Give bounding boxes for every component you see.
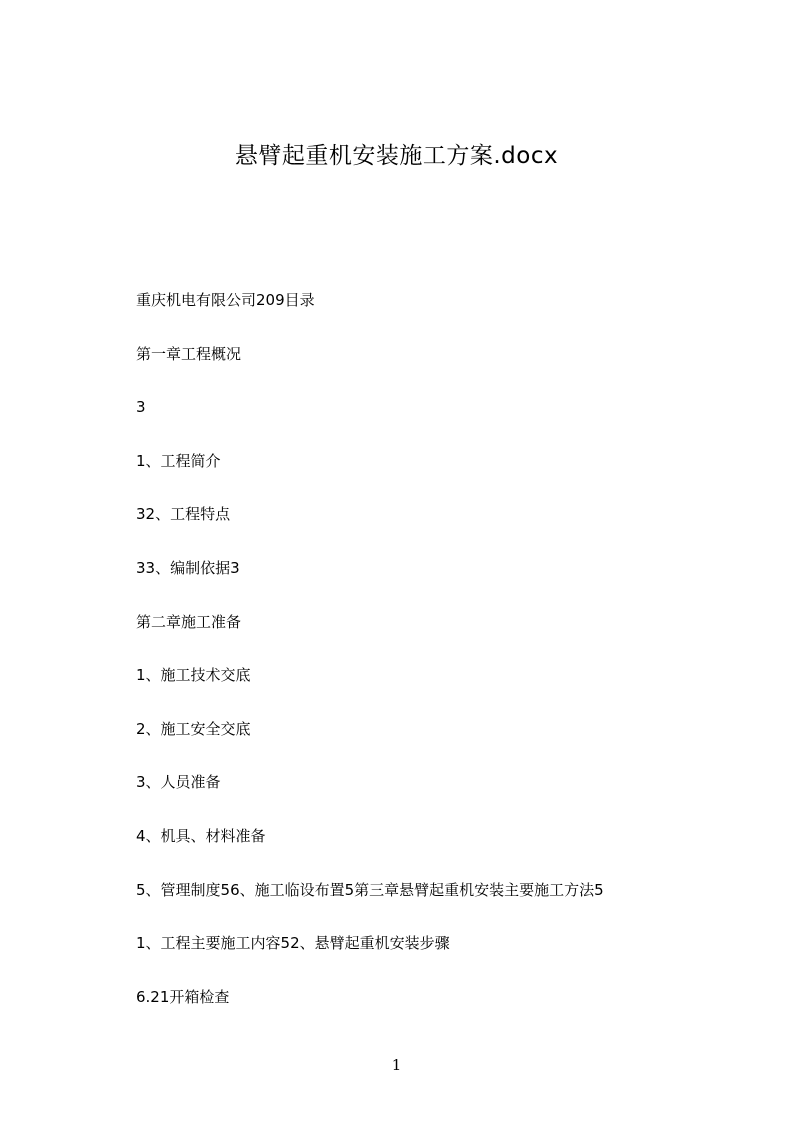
toc-line: 第二章施工准备	[136, 612, 242, 631]
toc-line: 1、工程主要施工内容52、悬臂起重机安装步骤	[136, 934, 450, 953]
toc-line: 重庆机电有限公司209目录	[136, 291, 315, 309]
page-number: 1	[391, 1056, 402, 1074]
toc-line: 1、施工技术交底	[136, 666, 251, 685]
toc-line: 1、工程简介	[136, 451, 221, 470]
toc-line: 33、编制依据3	[136, 558, 240, 577]
toc-line: 第一章工程概况	[136, 344, 242, 363]
toc-line: 6.21开箱检查	[136, 987, 230, 1006]
toc-line: 3	[136, 398, 146, 417]
document-title: 悬臂起重机安装施工方案.docx	[234, 143, 559, 169]
toc-line: 4、机具、材料准备	[136, 826, 266, 845]
toc-line: 3、人员准备	[136, 773, 221, 792]
toc-line: 5、管理制度56、施工临设布置5第三章悬臂起重机安装主要施工方法5	[136, 880, 604, 899]
toc-list	[136, 288, 736, 1038]
toc-line: 32、工程特点	[136, 505, 231, 524]
toc-line: 2、施工安全交底	[136, 719, 251, 738]
